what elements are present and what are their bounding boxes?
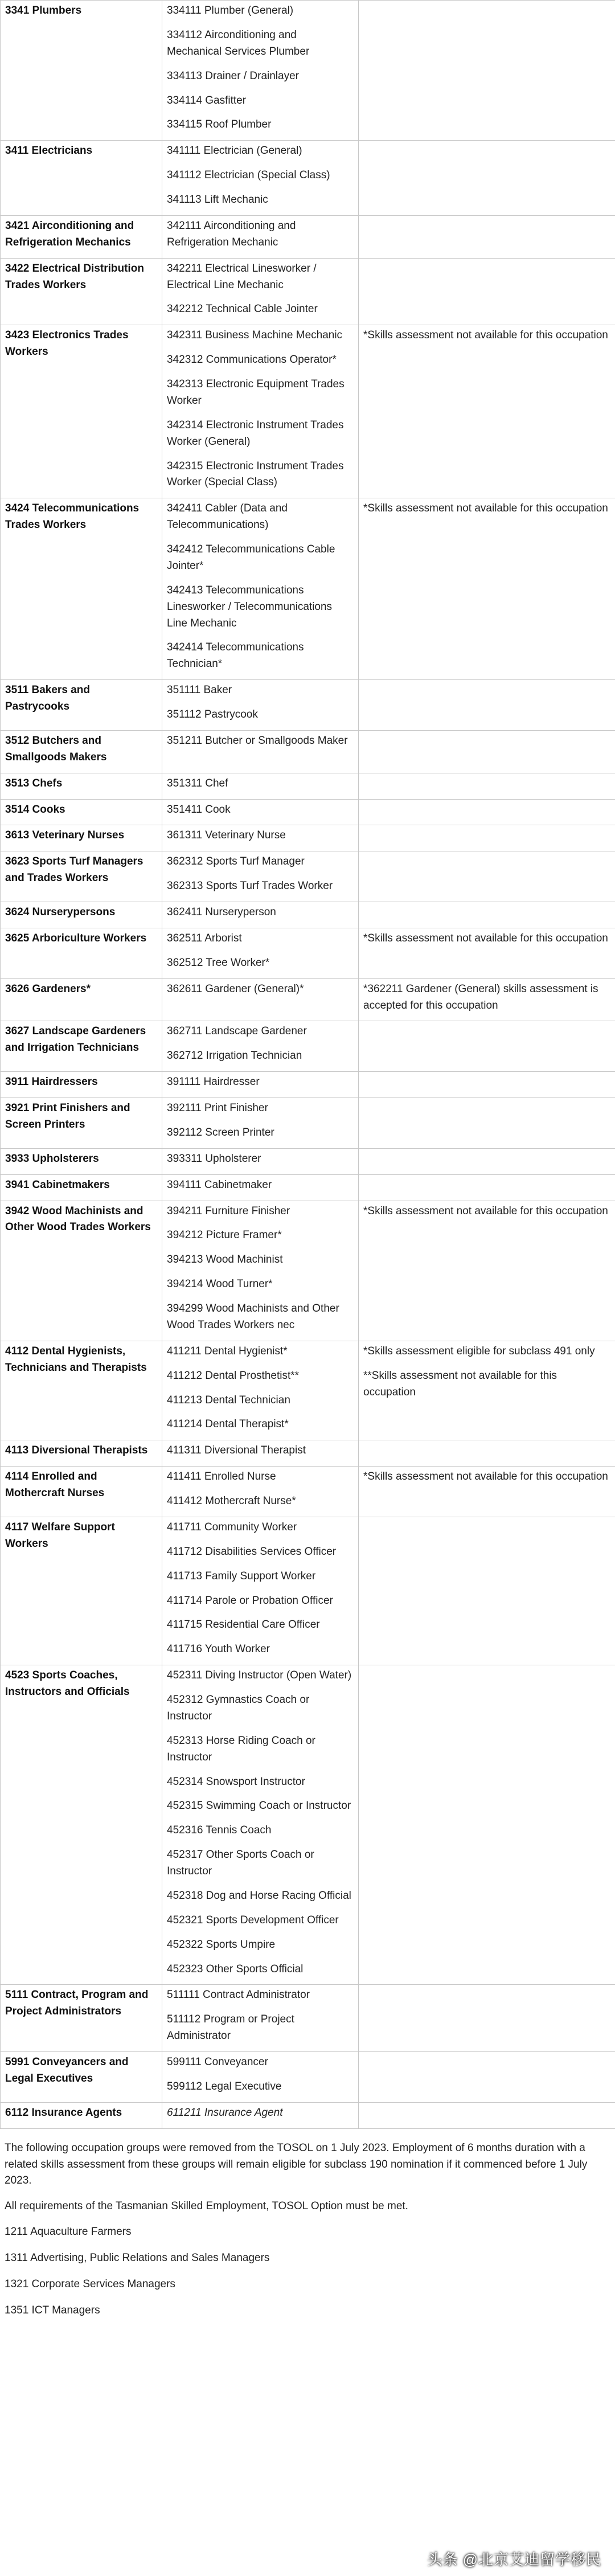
occupation-group-cell: 3422 Electrical Distribution Trades Workers [1,258,162,325]
occupation-row [1,825,615,851]
occupation-unit: 392111 Print Finisher [167,1102,268,1114]
occupation-row [1,1341,615,1440]
occupation-unit: 599111 Conveyancer [167,2056,268,2068]
occupation-group-cell: 4117 Welfare Support Workers [1,1517,162,1665]
occupation-note: **Skills assessment not available for this occupation [363,1369,557,1398]
occupation-row [1,851,615,902]
occupation-units-cell [162,1021,359,1072]
occupation-unit: 342313 Electronic Equipment Trades Worker [167,378,345,407]
occupation-unit: 342412 Telecommunications Cable Jointer* [167,543,335,572]
occupation-group-cell: 4114 Enrolled and Mothercraft Nurses [1,1467,162,1517]
occupation-row [1,730,615,773]
occupation-units-cell [162,498,359,680]
occupation-row [1,325,615,498]
occupation-units-cell [162,730,359,773]
occupation-notes-cell [359,215,615,258]
occupation-row [1,2102,615,2128]
occupation-notes-cell [359,2102,615,2128]
occupation-row [1,902,615,928]
occupation-unit: 391111 Hairdresser [167,1076,260,1088]
occupation-group-cell: 3514 Cooks [1,799,162,825]
removed-groups-section [0,2129,615,2319]
occupation-unit: 351411 Cook [167,803,231,816]
occupation-units-cell [162,851,359,902]
occupation-units-cell [162,1,359,141]
occupation-unit: 334113 Drainer / Drainlayer [167,69,299,82]
occupation-note: *Skills assessment eligible for subclass 491 only [363,1345,595,1357]
occupation-notes-cell [359,1440,615,1467]
removed-group-item: 1211 Aquaculture Farmers [5,2226,132,2238]
occupation-row [1,1985,615,2052]
occupation-row [1,773,615,799]
occupation-unit: 393311 Upholsterer [167,1152,261,1165]
occupation-unit: 452317 Other Sports Coach or Instructor [167,1849,314,1877]
occupation-row [1,978,615,1021]
occupation-unit: 411412 Mothercraft Nurse* [167,1495,296,1507]
occupation-group-cell: 3942 Wood Machinists and Other Wood Trades Workers [1,1201,162,1341]
occupation-unit: 342211 Electrical Linesworker / Electrical Line Mechanic [167,262,317,291]
occupation-unit: 351111 Baker [167,684,232,697]
occupation-notes-cell [359,825,615,851]
removed-group-item: 1311 Advertising, Public Relations and Sales Managers [5,2252,270,2264]
removed-group-item: 1321 Corporate Services Managers [5,2278,175,2290]
occupation-unit: 361311 Veterinary Nurse [167,829,286,842]
occupation-note: *Skills assessment not available for this occupation [363,329,608,342]
occupation-units-cell [162,1665,359,1985]
occupation-units-cell [162,1148,359,1174]
occupation-notes-cell [359,1174,615,1201]
occupation-group-cell: 3341 Plumbers [1,1,162,141]
occupation-units-cell [162,978,359,1021]
occupation-group-cell: 3933 Upholsterers [1,1148,162,1174]
removed-group-item: 1351 ICT Managers [5,2304,100,2316]
occupation-notes-cell [359,1201,615,1341]
occupation-unit: 452322 Sports Umpire [167,1938,276,1951]
occupation-notes-cell [359,2052,615,2103]
occupation-unit: 511112 Program or Project Administrator [167,2013,294,2042]
occupation-table-body [1,1,615,2129]
occupation-notes-cell [359,902,615,928]
occupation-unit: 351112 Pastrycook [167,708,258,720]
occupation-units-cell [162,325,359,498]
occupation-unit: 452315 Swimming Coach or Instructor [167,1800,351,1812]
occupation-unit: 411713 Family Support Worker [167,1570,316,1582]
occupation-unit: 411716 Youth Worker [167,1643,270,1656]
occupation-units-cell [162,2102,359,2128]
occupation-notes-cell [359,773,615,799]
occupation-unit: 599112 Legal Executive [167,2080,282,2092]
occupation-notes-cell [359,730,615,773]
occupation-notes-cell [359,928,615,978]
occupation-row [1,1201,615,1341]
occupation-units-cell [162,1467,359,1517]
occupation-row [1,680,615,731]
occupation-row [1,1517,615,1665]
occupation-unit: 334112 Airconditioning and Mechanical Services Plumber [167,28,310,58]
occupation-row [1,1467,615,1517]
occupation-units-cell [162,258,359,325]
occupation-note: *Skills assessment not available for this occupation [363,502,608,515]
occupation-unit: 411214 Dental Therapist* [167,1418,289,1431]
occupation-unit: 351311 Chef [167,777,228,789]
occupation-notes-cell [359,1517,615,1665]
removed-groups-list [5,2224,610,2319]
occupation-units-cell [162,1072,359,1098]
occupation-notes-cell [359,1341,615,1440]
occupation-row [1,1440,615,1467]
occupation-units-cell [162,825,359,851]
occupation-unit: 411711 Community Worker [167,1521,297,1533]
occupation-unit: 511111 Contract Administrator [167,1989,310,2001]
occupation-unit: 342411 Cabler (Data and Telecommunications) [167,502,288,531]
occupation-unit: 351211 Butcher or Smallgoods Maker [167,734,348,747]
occupation-unit: 342414 Telecommunications Technician* [167,641,304,670]
occupation-unit: 411714 Parole or Probation Officer [167,1594,333,1607]
occupation-group-cell: 4523 Sports Coaches, Instructors and Officials [1,1665,162,1985]
occupation-unit: 342314 Electronic Instrument Trades Worker (General) [167,419,344,448]
occupation-units-cell [162,141,359,216]
occupation-unit: 342111 Airconditioning and Refrigeration Mechanic [167,219,296,248]
occupation-unit: 452316 Tennis Coach [167,1824,272,1837]
occupation-note: *362211 Gardener (General) skills assessment is accepted for this occupation [363,982,598,1011]
occupation-unit: 611211 Insurance Agent [167,2106,283,2119]
occupation-notes-cell [359,978,615,1021]
occupation-row [1,1072,615,1098]
occupation-row [1,1174,615,1201]
occupation-notes-cell [359,1665,615,1985]
occupation-unit: 394214 Wood Turner* [167,1278,273,1291]
occupation-group-cell: 4112 Dental Hygienists, Technicians and Therapists [1,1341,162,1440]
occupation-note: *Skills assessment not available for this occupation [363,932,608,944]
occupation-notes-cell [359,851,615,902]
occupation-row [1,215,615,258]
occupation-group-cell: 3626 Gardeners* [1,978,162,1021]
occupation-note: *Skills assessment not available for this occupation [363,1471,608,1483]
occupation-units-cell [162,773,359,799]
occupation-unit: 452312 Gymnastics Coach or Instructor [167,1694,310,1722]
occupation-row [1,1665,615,1985]
occupation-group-cell: 3423 Electronics Trades Workers [1,325,162,498]
occupation-unit: 342311 Business Machine Mechanic [167,329,343,342]
occupation-group-cell: 3627 Landscape Gardeners and Irrigation Technicians [1,1021,162,1072]
occupation-notes-cell [359,498,615,680]
occupation-unit: 362512 Tree Worker* [167,956,270,969]
occupation-unit: 411712 Disabilities Services Officer [167,1545,337,1558]
occupation-group-cell: 3613 Veterinary Nurses [1,825,162,851]
occupation-row [1,799,615,825]
occupation-units-cell [162,928,359,978]
occupation-unit: 362712 Irrigation Technician [167,1050,302,1062]
occupation-group-cell: 3512 Butchers and Smallgoods Makers [1,730,162,773]
occupation-unit: 342312 Communications Operator* [167,354,337,366]
occupation-unit: 334114 Gasfitter [167,94,247,107]
occupation-group-cell: 5111 Contract, Program and Project Administrators [1,1985,162,2052]
occupation-unit: 362611 Gardener (General)* [167,982,304,995]
occupation-notes-cell [359,1098,615,1149]
occupation-units-cell [162,2052,359,2103]
occupation-unit: 342212 Technical Cable Jointer [167,303,318,316]
occupation-unit: 334111 Plumber (General) [167,5,294,17]
occupation-group-cell: 3911 Hairdressers [1,1072,162,1098]
occupation-units-cell [162,902,359,928]
occupation-row [1,258,615,325]
occupation-group-cell: 3421 Airconditioning and Refrigeration Mechanics [1,215,162,258]
source-watermark: 头条 @北京艾迪留学移民 [427,2551,601,2569]
occupation-row [1,2052,615,2103]
occupation-row [1,1148,615,1174]
occupation-row [1,928,615,978]
occupation-units-cell [162,1174,359,1201]
occupation-group-cell: 3623 Sports Turf Managers and Trades Workers [1,851,162,902]
occupation-unit: 341113 Lift Mechanic [167,194,268,206]
occupation-group-cell: 3411 Electricians [1,141,162,216]
occupation-unit: 411715 Residential Care Officer [167,1619,320,1631]
occupation-unit: 341112 Electrician (Special Class) [167,169,330,182]
occupation-row [1,1098,615,1149]
occupation-units-cell [162,1201,359,1341]
occupation-notes-cell [359,680,615,731]
occupation-unit: 341111 Electrician (General) [167,145,302,157]
occupation-unit: 362511 Arborist [167,932,242,944]
occupation-row [1,1,615,141]
occupation-unit: 394111 Cabinetmaker [167,1178,272,1191]
occupation-group-cell: 5991 Conveyancers and Legal Executives [1,2052,162,2103]
occupation-notes-cell [359,1072,615,1098]
occupation-group-cell: 6112 Insurance Agents [1,2102,162,2128]
occupation-notes-cell [359,325,615,498]
occupation-notes-cell [359,1,615,141]
occupation-group-cell: 3624 Nurserypersons [1,902,162,928]
occupation-units-cell [162,1341,359,1440]
occupation-unit: 452311 Diving Instructor (Open Water) [167,1669,352,1682]
occupation-group-cell: 4113 Diversional Therapists [1,1440,162,1467]
occupation-notes-cell [359,799,615,825]
occupation-group-cell: 3424 Telecommunications Trades Workers [1,498,162,680]
occupation-notes-cell [359,141,615,216]
removal-notice-paragraph: The following occupation groups were removed from the TOSOL on 1 July 2023. Employment of 6 months duration with a related skills assessment from these groups will remain eligible for subclass 190 nomination if it commenced before 1 July 2023. [5,2141,588,2187]
occupation-units-cell [162,1098,359,1149]
occupation-group-cell: 3921 Print Finishers and Screen Printers [1,1098,162,1149]
occupation-unit: 452314 Snowsport Instructor [167,1775,305,1788]
occupation-unit: 411213 Dental Technician [167,1394,290,1406]
occupation-group-cell: 3511 Bakers and Pastrycooks [1,680,162,731]
occupation-unit: 452313 Horse Riding Coach or Instructor [167,1734,315,1763]
occupation-units-cell [162,680,359,731]
occupation-unit: 452321 Sports Development Officer [167,1914,339,1926]
occupation-unit: 362313 Sports Turf Trades Worker [167,880,333,892]
occupation-unit: 392112 Screen Printer [167,1126,274,1138]
occupation-notes-cell [359,1985,615,2052]
occupation-unit: 342413 Telecommunications Linesworker / Telecommunications Line Mechanic [167,584,333,629]
occupation-units-cell [162,1440,359,1467]
occupation-notes-cell [359,1467,615,1517]
occupation-unit: 411411 Enrolled Nurse [167,1471,276,1483]
occupation-row [1,498,615,680]
occupation-group-cell: 3513 Chefs [1,773,162,799]
occupation-unit: 452323 Other Sports Official [167,1963,304,1975]
occupation-notes-cell [359,258,615,325]
occupation-unit: 411311 Diversional Therapist [167,1444,306,1457]
occupation-unit: 452318 Dog and Horse Racing Official [167,1889,351,1902]
occupation-unit: 394211 Furniture Finisher [167,1205,290,1217]
occupation-unit: 362312 Sports Turf Manager [167,855,305,868]
occupation-note: *Skills assessment not available for this occupation [363,1205,608,1217]
occupation-unit: 411211 Dental Hygienist* [167,1345,288,1357]
occupation-unit: 334115 Roof Plumber [167,118,272,131]
occupation-unit: 394299 Wood Machinists and Other Wood Trades Workers nec [167,1303,339,1331]
occupation-unit: 394213 Wood Machinist [167,1254,283,1266]
occupation-group-cell: 3625 Arboriculture Workers [1,928,162,978]
occupation-unit: 411212 Dental Prosthetist** [167,1369,300,1382]
occupation-units-cell [162,1517,359,1665]
occupation-units-cell [162,1985,359,2052]
occupation-group-cell: 3941 Cabinetmakers [1,1174,162,1201]
occupation-units-cell [162,799,359,825]
occupation-unit: 362711 Landscape Gardener [167,1025,307,1038]
occupation-notes-cell [359,1021,615,1072]
occupation-unit: 342315 Electronic Instrument Trades Worker (Special Class) [167,460,344,489]
occupation-row [1,141,615,216]
occupation-notes-cell [359,1148,615,1174]
occupation-units-cell [162,215,359,258]
occupation-unit: 362411 Nurseryperson [167,906,276,918]
occupation-unit: 394212 Picture Framer* [167,1229,282,1242]
requirements-paragraph: All requirements of the Tasmanian Skilled Employment, TOSOL Option must be met. [5,2200,408,2213]
occupation-row [1,1021,615,1072]
